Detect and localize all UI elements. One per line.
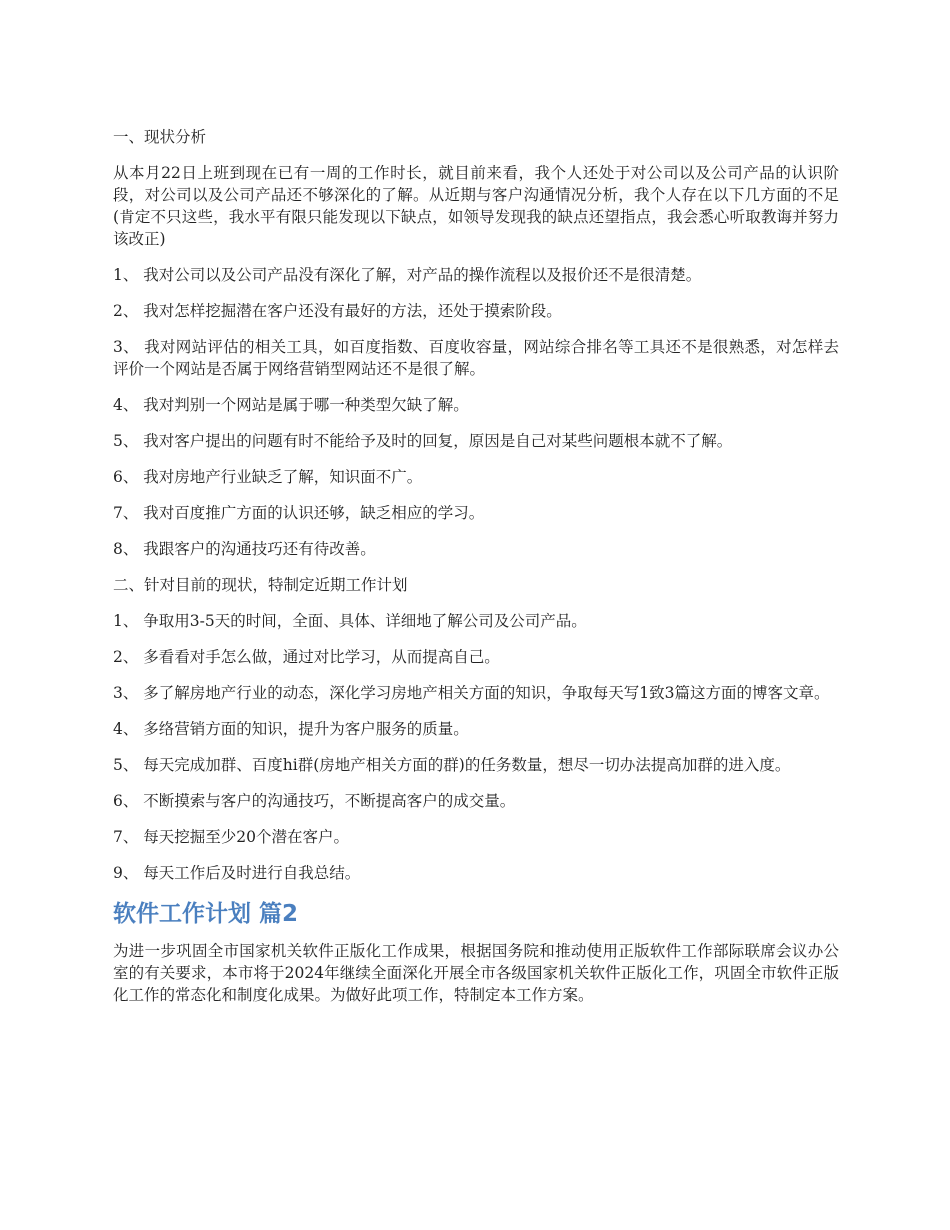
list-item: 1、 我对公司以及公司产品没有深化了解，对产品的操作流程以及报价还不是很清楚。	[113, 266, 702, 284]
list-item: 5、 每天完成加群、百度hi群(房地产相关方面的群)的任务数量，想尽一切办法提高加群的进入度。	[113, 756, 791, 774]
list-item: 2、 多看看对手怎么做，通过对比学习，从而提高自己。	[113, 648, 500, 666]
paragraph-intro: 从本月22日上班到现在已有一周的工作时长，就目前来看，我个人还处于对公司以及公司产品的认识阶段，对公司以及公司产品还不够深化的了解。从近期与客户沟通情况分析，我个人存在以下几方面的不足(肯定不只这些，我水平有限只能发现以下缺点，如领导发现我的缺点还望指点，我会悉心听取教诲并努力该改正)	[113, 164, 839, 248]
list-item: 7、 我对百度推广方面的认识还够，缺乏相应的学习。	[113, 504, 485, 522]
list-item: 3、 多了解房地产行业的动态，深化学习房地产相关方面的知识，争取每天写1致3篇这方面的博客文章。	[113, 684, 830, 702]
list-item: 4、 多络营销方面的知识，提升为客户服务的质量。	[113, 720, 469, 738]
document-body	[113, 126, 839, 1020]
paragraph-software-plan-intro: 为进一步巩固全市国家机关软件正版化工作成果，根据国务院和推动使用正版软件工作部际联席会议办公室的有关要求，本市将于2024年继续全面深化开展全市各级国家机关软件正版化工作，巩固全市软件正版化工作的常态化和制度化成果。为做好此项工作，特制定本工作方案。	[113, 942, 839, 1004]
list-item: 8、 我跟客户的沟通技巧还有待改善。	[113, 540, 376, 558]
list-item: 1、 争取用3-5天的时间，全面、具体、详细地了解公司及公司产品。	[113, 612, 587, 630]
list-item: 6、 我对房地产行业缺乏了解，知识面不广。	[113, 468, 423, 486]
list-item: 7、 每天挖掘至少20个潜在客户。	[113, 828, 350, 846]
list-item: 9、 每天工作后及时进行自我总结。	[113, 864, 361, 882]
list-item: 5、 我对客户提出的问题有时不能给予及时的回复，原因是自己对某些问题根本就不了解。	[113, 432, 733, 450]
section-title-work-plan: 二、针对目前的现状，特制定近期工作计划	[113, 576, 408, 594]
list-item: 6、 不断摸索与客户的沟通技巧，不断提高客户的成交量。	[113, 792, 516, 810]
list-item: 2、 我对怎样挖掘潜在客户还没有最好的方法，还处于摸索阶段。	[113, 302, 562, 320]
section-title-status-analysis: 一、现状分析	[113, 128, 207, 146]
heading-software-work-plan-2: 软件工作计划 篇2	[113, 901, 299, 927]
list-item: 3、 我对网站评估的相关工具，如百度指数、百度收容量，网站综合排名等工具还不是很熟悉，对怎样去评价一个网站是否属于网络营销型网站还不是很了解。	[113, 338, 839, 378]
list-item: 4、 我对判别一个网站是属于哪一种类型欠缺了解。	[113, 396, 469, 414]
